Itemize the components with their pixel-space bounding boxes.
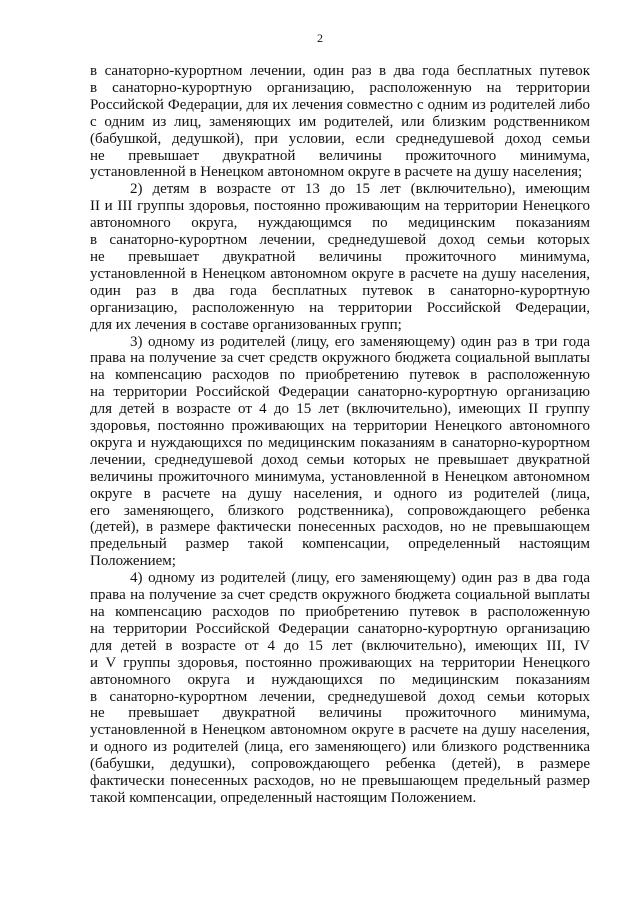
text-line: такой компенсации, определенный настоящим Положением. (90, 789, 477, 806)
text-line: в санаторно-курортную организацию, расположенную на территории (90, 79, 590, 96)
text-line: на территории Российской Федерации санаторно-курортную организацию (90, 384, 590, 401)
text-line: права на получение за счет средств окружного бюджета социальной выплаты (90, 587, 590, 604)
text-line: II и III группы здоровья, постоянно проживающим на территории Ненецкого (90, 198, 590, 215)
document-body (90, 63, 590, 807)
text-line: 3) одному из родителей (лицу, его заменяющему) один раз в три года (130, 333, 590, 350)
text-line: для детей в возрасте от 4 до 15 лет (включительно), имеющих III, IV (90, 637, 590, 654)
text-line: на компенсацию расходов по приобретению путевок в расположенную (90, 604, 590, 620)
text-line: автономного округа и нуждающихся по медицинским показаниям (90, 671, 590, 688)
text-line: в санаторно-курортном лечении, один раз в два года бесплатных путевок (90, 63, 590, 79)
text-line: установленной в Ненецком автономном округе в расчете на душу населения, (90, 722, 590, 739)
text-line: не превышает двукратной величины прожиточного минимума, (90, 705, 590, 722)
text-line: Положением; (90, 553, 176, 570)
text-line: не превышает двукратной величины прожиточного минимума, (90, 248, 590, 265)
text-line: в санаторно-курортном лечении, среднедушевой доход семьи которых (90, 232, 590, 249)
text-line: на территории Российской Федерации санаторно-курортную организацию (90, 620, 590, 637)
text-line: (бабушки, дедушки), сопровождающего ребенка (детей), в размере (90, 756, 590, 773)
text-line: автономного округа, нуждающимся по медицинским показаниям (90, 215, 590, 232)
text-line: и одного из родителей (лица, его заменяющего) или близкого родственника (90, 739, 590, 756)
text-line: для детей в возрасте от 4 до 15 лет (включительно), имеющих II группу (90, 401, 590, 418)
text-line: округа и нуждающихся по медицинским показаниям в санаторно-курортном (90, 434, 590, 451)
text-line: (детей), в размере фактически понесенных расходов, но не превышающем (90, 519, 590, 536)
text-line: для их лечения в составе организованных групп; (90, 316, 402, 333)
text-line: величины прожиточного минимума, установленной в Ненецком автономном (90, 468, 590, 485)
text-line: фактически понесенных расходов, но не превышающем предельный размер (90, 773, 590, 790)
text-line: Российской Федерации, для их лечения совместно с одним из родителей либо (90, 96, 590, 113)
text-line: 2) детям в возрасте от 13 до 15 лет (включительно), имеющим (130, 181, 590, 198)
page-number: 2 (317, 31, 323, 45)
text-line: предельный размер такой компенсации, определенный настоящим (90, 536, 590, 553)
text-line: организацию, расположенную на территории Российской Федерации, (90, 299, 590, 316)
text-line: в санаторно-курортном лечении, среднедушевой доход семьи которых (90, 688, 590, 705)
text-line: установленной в Ненецком автономном округе в расчете на душу населения; (90, 164, 583, 181)
text-line: лечении, среднедушевой доход семьи которых не превышает двукратной (90, 451, 590, 468)
text-line: 4) одному из родителей (лицу, его заменяющему) один раз в два года (130, 570, 590, 587)
text-line: (бабушкой, дедушкой), при условии, если среднедушевой доход семьи (90, 130, 590, 147)
text-line: один раз в два года бесплатных путевок в санаторно-курортную (90, 282, 590, 299)
text-line: его заменяющего, близкого родственника), сопровождающего ребенка (90, 502, 590, 519)
text-line: установленной в Ненецком автономном округе в расчете на душу населения, (90, 265, 590, 282)
text-line: на компенсацию расходов по приобретению путевок в расположенную (90, 367, 590, 384)
text-line: и V группы здоровья, постоянно проживающих на территории Ненецкого (90, 654, 590, 671)
text-line: округе в расчете на душу населения, и одного из родителей (лица, (90, 485, 590, 502)
text-line: не превышает двукратной величины прожиточного минимума, (90, 147, 590, 164)
text-line: права на получение за счет средств окружного бюджета социальной выплаты (90, 350, 590, 367)
text-line: здоровья, постоянно проживающих на территории Ненецкого автономного (90, 418, 590, 435)
text-line: с одним из лиц, заменяющих им родителей, или близким родственником (90, 113, 590, 130)
